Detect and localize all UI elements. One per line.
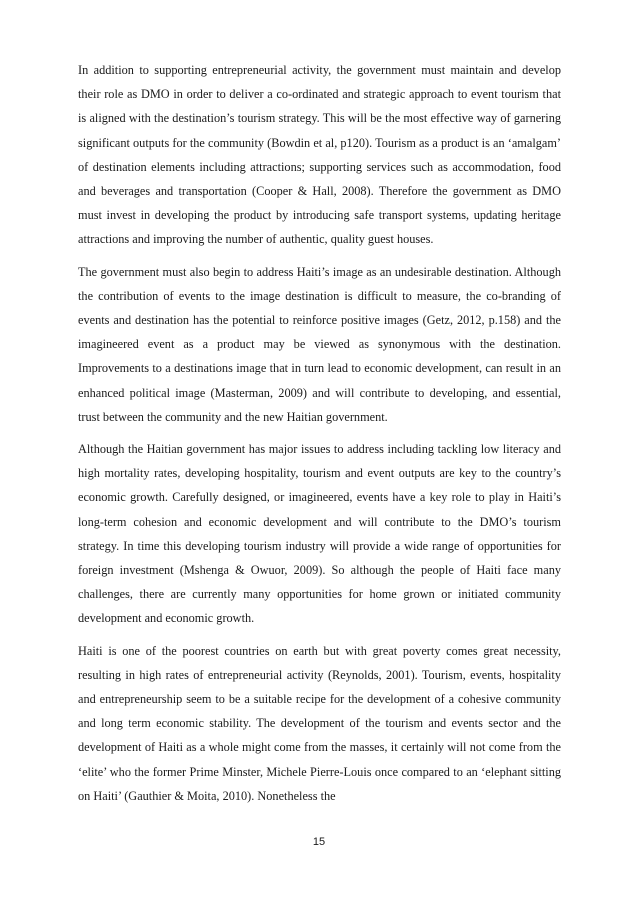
paragraph-dmo-role: In addition to supporting entrepreneurial activity, the government must maintain and develop their role as DMO in order to deliver a co-ordinated and strategic approach to event tourism that is aligned with the destination’s tourism strategy. This will be the most effective way of garnering significant outputs for the community (Bowdin et al, p120). Tourism as a product is an ‘amalgam’ of destination elements including attractions; supporting services such as accommodation, food and beverages and transportation (Cooper & Hall, 2008). Therefore the government as DMO must invest in developing the product by introducing safe transport systems, updating heritage attractions and improving the number of authentic, quality guest houses. [78,63,561,247]
paragraph-haiti-image: The government must also begin to address Haiti’s image as an undesirable destination. Although the contribution of events to the image destination is difficult to measure, the co-branding of events and destination has the potential to reinforce positive images (Getz, 2012, p.158) and the imagineered event as a product may be viewed as synonymous with the destination. Improvements to a destinations image that in turn lead to economic development, can result in an enhanced political image (Masterman, 2009) and will contribute to developing, and essential, trust between the community and the new Haitian government. [78,264,561,424]
paragraph-economic-growth: Although the Haitian government has major issues to address including tackling low literacy and high mortality rates, developing hospitality, tourism and event outputs are key to the country’s economic growth. Carefully designed, or imagineered, events have a key role to play in Haiti’s long-term cohesion and economic development and will contribute to the DMO’s tourism strategy. In time this developing tourism industry will provide a wide range of opportunities for foreign investment (Mshenga & Owuor, 2009). So although the people of Haiti face many challenges, there are currently many opportunities for home grown or initiated community development and economic growth. [78,442,561,626]
body-text [78,58,561,816]
page-number: 15 [312,836,326,848]
paragraph-poverty-entrepreneurship: Haiti is one of the poorest countries on earth but with great poverty comes great necessity, resulting in high rates of entrepreneurial activity (Reynolds, 2001). Tourism, events, hospitality and entrepreneurship seem to be a suitable recipe for the development of a cohesive community and long term economic stability. The development of the tourism and events sector and the development of Haiti as a whole might come from the masses, it certainly will not come from the ‘elite’ who the former Prime Minster, Michele Pierre-Louis once compared to an ‘elephant sitting on Haiti’ (Gauthier & Moita, 2010). Nonetheless the [78,643,561,803]
